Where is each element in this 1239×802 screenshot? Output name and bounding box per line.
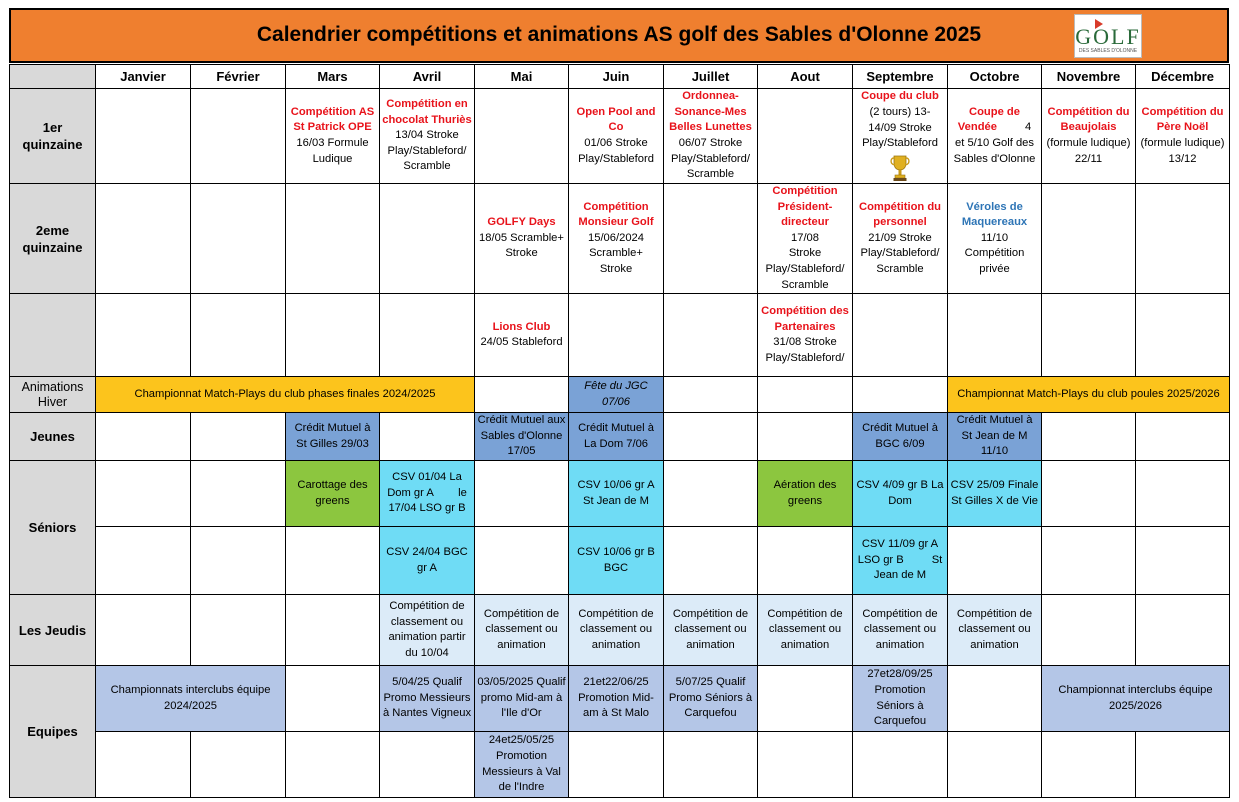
empty-cell — [664, 184, 758, 294]
seniors-event: CSV 01/04 La Dom gr A le 17/04 LSO gr B — [380, 461, 475, 527]
teams-row-a — [10, 666, 1230, 732]
empty-cell — [569, 294, 664, 377]
empty-cell — [758, 732, 853, 798]
empty-cell — [191, 413, 286, 461]
thursday-event: Compétition de classement ou animation — [569, 595, 664, 666]
empty-cell — [286, 527, 380, 595]
empty-cell — [380, 294, 475, 377]
event-cell: Lions Club 24/05 Stableford — [475, 294, 569, 377]
empty-cell — [1136, 732, 1230, 798]
empty-cell — [758, 89, 853, 184]
empty-cell — [1136, 413, 1230, 461]
teams-event: 03/05/2025 Qualif promo Mid-am à l'Ile d'Or — [475, 666, 569, 732]
empty-cell — [1136, 595, 1230, 666]
event-cell: Compétition du Père Noël (formule ludique) 13/12 — [1136, 89, 1230, 184]
month-header: Avril — [380, 65, 475, 89]
thursday-event: Compétition de classement ou animation — [758, 595, 853, 666]
youth-event: Crédit Mutuel à St Jean de M 11/10 — [948, 413, 1042, 461]
month-header: Septembre — [853, 65, 948, 89]
thursday-event: Compétition de classement ou animation — [948, 595, 1042, 666]
seniors-event: Aération des greens — [758, 461, 853, 527]
extra-events-row — [10, 294, 1230, 377]
event-title: Compétition en chocolat Thuriès — [382, 98, 472, 126]
event-title: Coupe de — [969, 105, 1020, 118]
teams-row-b — [10, 732, 1230, 798]
empty-cell — [475, 377, 569, 413]
teams-event-left: Championnats interclubs équipe 2024/2025 — [96, 666, 286, 732]
page-title: Calendrier compétitions et animations AS golf des Sables d'Olonne 2025 — [256, 23, 982, 46]
empty-cell — [1136, 294, 1230, 377]
seniors-event: CSV 4/09 gr B La Dom — [853, 461, 948, 527]
thursday-event: Compétition de classement ou animation partir du 10/04 — [380, 595, 475, 666]
empty-cell — [1136, 527, 1230, 595]
thursdays-row — [10, 595, 1230, 666]
empty-cell — [191, 595, 286, 666]
empty-cell — [664, 377, 758, 413]
trophy-icon — [888, 153, 912, 183]
row-label-seniors: Séniors — [10, 461, 96, 595]
golf-logo — [1074, 14, 1142, 58]
empty-cell — [948, 666, 1042, 732]
empty-cell — [664, 527, 758, 595]
empty-cell — [191, 294, 286, 377]
month-header: Octobre — [948, 65, 1042, 89]
logo-subtitle: DES SABLES D'OLONNE — [1078, 48, 1138, 54]
empty-cell — [286, 595, 380, 666]
event-cell: Compétition des Partenaires 31/08 Stroke Play/Stableford/ — [758, 294, 853, 377]
seniors-event: CSV 11/09 gr A LSO gr B St Jean de M — [853, 527, 948, 595]
winter-event-right: Championnat Match-Plays du club poules 2025/2026 — [948, 377, 1230, 413]
empty-cell — [569, 732, 664, 798]
row-label-second-half: 2eme quinzaine — [10, 184, 96, 294]
teams-event: 5/07/25 Qualif Promo Séniors à Carquefou — [664, 666, 758, 732]
empty-cell — [758, 413, 853, 461]
month-header-row — [10, 65, 1230, 89]
youth-row — [10, 413, 1230, 461]
empty-cell — [1042, 413, 1136, 461]
empty-cell — [191, 461, 286, 527]
youth-event: Crédit Mutuel à St Gilles 29/03 — [286, 413, 380, 461]
empty-cell — [853, 732, 948, 798]
month-header: Mai — [475, 65, 569, 89]
empty-cell — [96, 89, 191, 184]
month-header: Janvier — [96, 65, 191, 89]
event-cell: Open Pool and Co 01/06 Stroke Play/Stableford — [569, 89, 664, 184]
row-label-first-half: 1er quinzaine — [10, 89, 96, 184]
empty-cell — [1042, 527, 1136, 595]
event-cell: Compétition du Beaujolais (formule ludique) 22/11 — [1042, 89, 1136, 184]
event-title: Véroles de Maquereaux — [961, 200, 1028, 229]
title-banner — [9, 8, 1229, 63]
empty-cell — [380, 732, 475, 798]
event-cell: Compétition AS St Patrick OPE 16/03 Formule Ludique — [286, 89, 380, 184]
teams-event-right: Championnat interclubs équipe 2025/2026 — [1042, 666, 1230, 732]
event-cell: Compétition Président-directeur 17/08 Stroke Play/Stableford/ Scramble — [758, 184, 853, 294]
event-title: Lions Club — [492, 320, 551, 333]
seniors-event: CSV 10/06 gr A St Jean de M — [569, 461, 664, 527]
winter-event-left: Championnat Match-Plays du club phases finales 2024/2025 — [96, 377, 475, 413]
empty-cell — [758, 666, 853, 732]
empty-cell — [664, 732, 758, 798]
empty-cell — [96, 732, 191, 798]
empty-cell — [853, 294, 948, 377]
empty-cell — [1136, 461, 1230, 527]
empty-cell — [380, 413, 475, 461]
empty-cell — [664, 294, 758, 377]
month-header: Juillet — [664, 65, 758, 89]
month-header: Mars — [286, 65, 380, 89]
empty-cell — [96, 595, 191, 666]
empty-cell — [664, 461, 758, 527]
empty-cell — [948, 294, 1042, 377]
thursday-event: Compétition de classement ou animation — [664, 595, 758, 666]
empty-cell — [948, 732, 1042, 798]
row-label-teams: Equipes — [10, 666, 96, 798]
thursday-event: Compétition de classement ou animation — [475, 595, 569, 666]
youth-event: Crédit Mutuel à BGC 6/09 — [853, 413, 948, 461]
seniors-event: CSV 10/06 gr B BGC — [569, 527, 664, 595]
row-label-thursdays: Les Jeudis — [10, 595, 96, 666]
month-header: Juin — [569, 65, 664, 89]
month-header: Février — [191, 65, 286, 89]
teams-event: 5/04/25 Qualif Promo Messieurs à Nantes Vigneux — [380, 666, 475, 732]
empty-cell — [1042, 184, 1136, 294]
row-label-youth: Jeunes — [10, 413, 96, 461]
event-title: Compétition Monsieur Golf — [578, 200, 654, 229]
empty-cell — [286, 294, 380, 377]
event-title: GOLFY Days — [487, 216, 556, 229]
winter-row — [10, 377, 1230, 413]
month-header: Novembre — [1042, 65, 1136, 89]
event-title: Compétition du Beaujolais — [1047, 105, 1130, 134]
month-header: Aout — [758, 65, 853, 89]
empty-cell — [758, 377, 853, 413]
month-header: Décembre — [1136, 65, 1230, 89]
event-title: Compétition du Père Noël — [1141, 105, 1224, 134]
row-label-empty — [10, 294, 96, 377]
empty-cell — [96, 184, 191, 294]
seniors-event: Carottage des greens — [286, 461, 380, 527]
empty-cell — [475, 461, 569, 527]
event-title: Coupe du club — [861, 90, 939, 103]
empty-cell — [96, 294, 191, 377]
event-title: Open Pool and Co — [576, 105, 656, 134]
empty-cell — [286, 666, 380, 732]
empty-cell — [286, 184, 380, 294]
empty-cell — [96, 413, 191, 461]
event-cell: GOLFY Days 18/05 Scramble+ Stroke — [475, 184, 569, 294]
event-cell: Ordonnea-Sonance-Mes Belles Lunettes 06/07 Stroke Play/Stableford/ Scramble — [664, 89, 758, 184]
empty-cell — [948, 527, 1042, 595]
empty-cell — [191, 732, 286, 798]
event-cell: Coupe du club (2 tours) 13- 14/09 Stroke Play/Stableford — [853, 89, 948, 184]
event-title: Compétition des Partenaires — [761, 304, 849, 333]
empty-cell — [191, 527, 286, 595]
event-cell: Coupe de Vendée 4 et 5/10 Golf des Sables d'Olonne — [948, 89, 1042, 184]
seniors-row-b — [10, 527, 1230, 595]
empty-cell — [96, 527, 191, 595]
teams-event: 21et22/06/25 Promotion Mid- am à St Malo — [569, 666, 664, 732]
event-title: Compétition Président-directeur — [772, 185, 838, 229]
empty-cell — [1042, 732, 1136, 798]
empty-cell — [1042, 294, 1136, 377]
event-cell: Véroles de Maquereaux 11/10 Compétition privée — [948, 184, 1042, 294]
seniors-event: CSV 24/04 BGC gr A — [380, 527, 475, 595]
empty-cell — [475, 527, 569, 595]
seniors-event: CSV 25/09 Finale St Gilles X de Vie — [948, 461, 1042, 527]
event-cell: Compétition en chocolat Thuriès 13/04 Stroke Play/Stableford/ Scramble — [380, 89, 475, 184]
empty-cell — [191, 89, 286, 184]
empty-cell — [1136, 184, 1230, 294]
event-cell: Compétition Monsieur Golf 15/06/2024 Scramble+ Stroke — [569, 184, 664, 294]
teams-event: 27et28/09/25 Promotion Séniors à Carquefou — [853, 666, 948, 732]
empty-cell — [191, 184, 286, 294]
calendar-table — [9, 64, 1230, 798]
empty-cell — [96, 461, 191, 527]
event-title: Compétition AS St Patrick OPE — [290, 105, 375, 134]
empty-cell — [380, 184, 475, 294]
empty-cell — [286, 732, 380, 798]
empty-cell — [1042, 595, 1136, 666]
empty-cell — [664, 413, 758, 461]
teams-event: 24et25/05/25 Promotion Messieurs à Val de l'Indre — [475, 732, 569, 798]
event-title: Compétition du personnel — [858, 200, 942, 229]
event-title: Ordonnea-Sonance-Mes Belles Lunettes — [669, 90, 752, 134]
first-half-row — [10, 89, 1230, 184]
youth-event: Crédit Mutuel aux Sables d'Olonne 17/05 — [475, 413, 569, 461]
event-cell: Compétition du personnel 21/09 Stroke Play/Stableford/ Scramble — [853, 184, 948, 294]
empty-cell — [475, 89, 569, 184]
second-half-row — [10, 184, 1230, 294]
winter-event-june: Fête du JGC 07/06 — [569, 377, 664, 413]
seniors-row-a — [10, 461, 1230, 527]
youth-event: Crédit Mutuel à La Dom 7/06 — [569, 413, 664, 461]
row-label-winter: Animations Hiver — [10, 377, 96, 413]
logo-text: GOLF — [1075, 24, 1141, 49]
corner-cell — [10, 65, 96, 89]
empty-cell — [758, 527, 853, 595]
empty-cell — [1042, 461, 1136, 527]
empty-cell — [853, 377, 948, 413]
thursday-event: Compétition de classement ou animation — [853, 595, 948, 666]
